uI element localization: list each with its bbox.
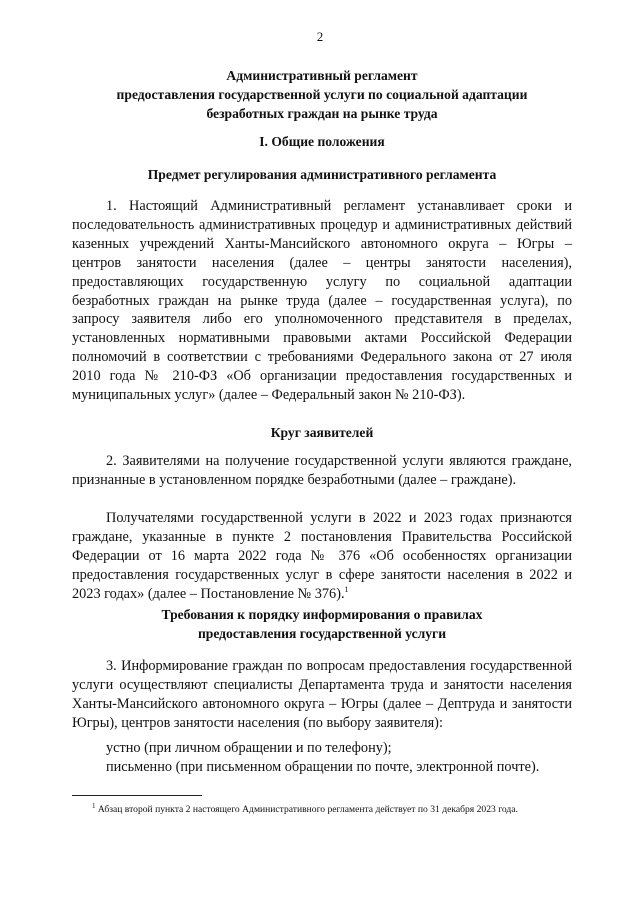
list-item-written: письменно (при письменном обращении по почте, электронной почте).	[106, 759, 540, 775]
document-title	[72, 66, 572, 123]
footnote-text: Абзац второй пункта 2 настоящего Административного регламента действует по 31 декабря 2023 года.	[97, 804, 518, 815]
list-item-oral: устно (при личном обращении и по телефону);	[106, 740, 392, 756]
title-line-1: Административный регламент	[226, 68, 418, 83]
paragraph-3	[72, 509, 572, 604]
paragraph-1: 1. Настоящий Административный регламент устанавливает сроки и последовательность административных процедур и административных действий казенных учреждений Ханты-Мансийского автономного округа – Югры – центров занятости населения (далее – центры занятости населения), предоставляющих государственную услугу по социальной адаптации безработных граждан на рынке труда (далее – государственная услуга), по запросу заявителя либо его уполномоченного представителя в пределах, установленных нормативными правовыми актами Российской Федерации полномочий в соответствии с требованиями Федерального закона от 27 июля 2010 года № 210-ФЗ «Об организации предоставления государственных и муниципальных услуг» (далее – Федеральный закон № 210-ФЗ).	[72, 198, 572, 404]
info-heading-line-1: Требования к порядку информирования о правилах	[161, 607, 483, 622]
page-number: 2	[316, 29, 324, 44]
footnote-separator	[72, 795, 202, 796]
paragraph-3-text: Получателями государственной услуги в 2022 и 2023 годах признаются граждане, указанные в пункте 2 постановления Правительства Российской Федерации от 16 марта 2022 года № 376 «Об особенностях организации предоставления государственных услуг в сфере занятости населения в 2022 и 2023 годах» (далее – Постановление № 376).	[72, 510, 572, 602]
footnote-marker: 1	[344, 584, 349, 594]
footnote	[72, 803, 572, 817]
info-heading-line-2: предоставления государственной услуги	[197, 626, 447, 641]
footnote-number: 1	[92, 801, 96, 810]
paragraph-2: 2. Заявителями на получение государственной услуги являются граждане, признанные в установленном порядке безработными (далее – граждане).	[72, 453, 572, 488]
section-heading: I. Общие положения	[259, 134, 385, 149]
paragraph-4: 3. Информирование граждан по вопросам предоставления государственной услуги осуществляют специалисты Департамента труда и занятости населения Ханты-Мансийского автономного округа – Югры (далее – Дептруда и занятости Югры), центров занятости населения (по выбору заявителя):	[72, 658, 572, 731]
title-line-3: безработных граждан на рынке труда	[206, 106, 438, 121]
info-heading	[72, 605, 572, 643]
applicants-heading: Круг заявителей	[270, 425, 374, 440]
subject-heading: Предмет регулирования административного регламента	[147, 167, 497, 182]
title-line-2: предоставления государственной услуги по социальной адаптации	[116, 87, 528, 102]
